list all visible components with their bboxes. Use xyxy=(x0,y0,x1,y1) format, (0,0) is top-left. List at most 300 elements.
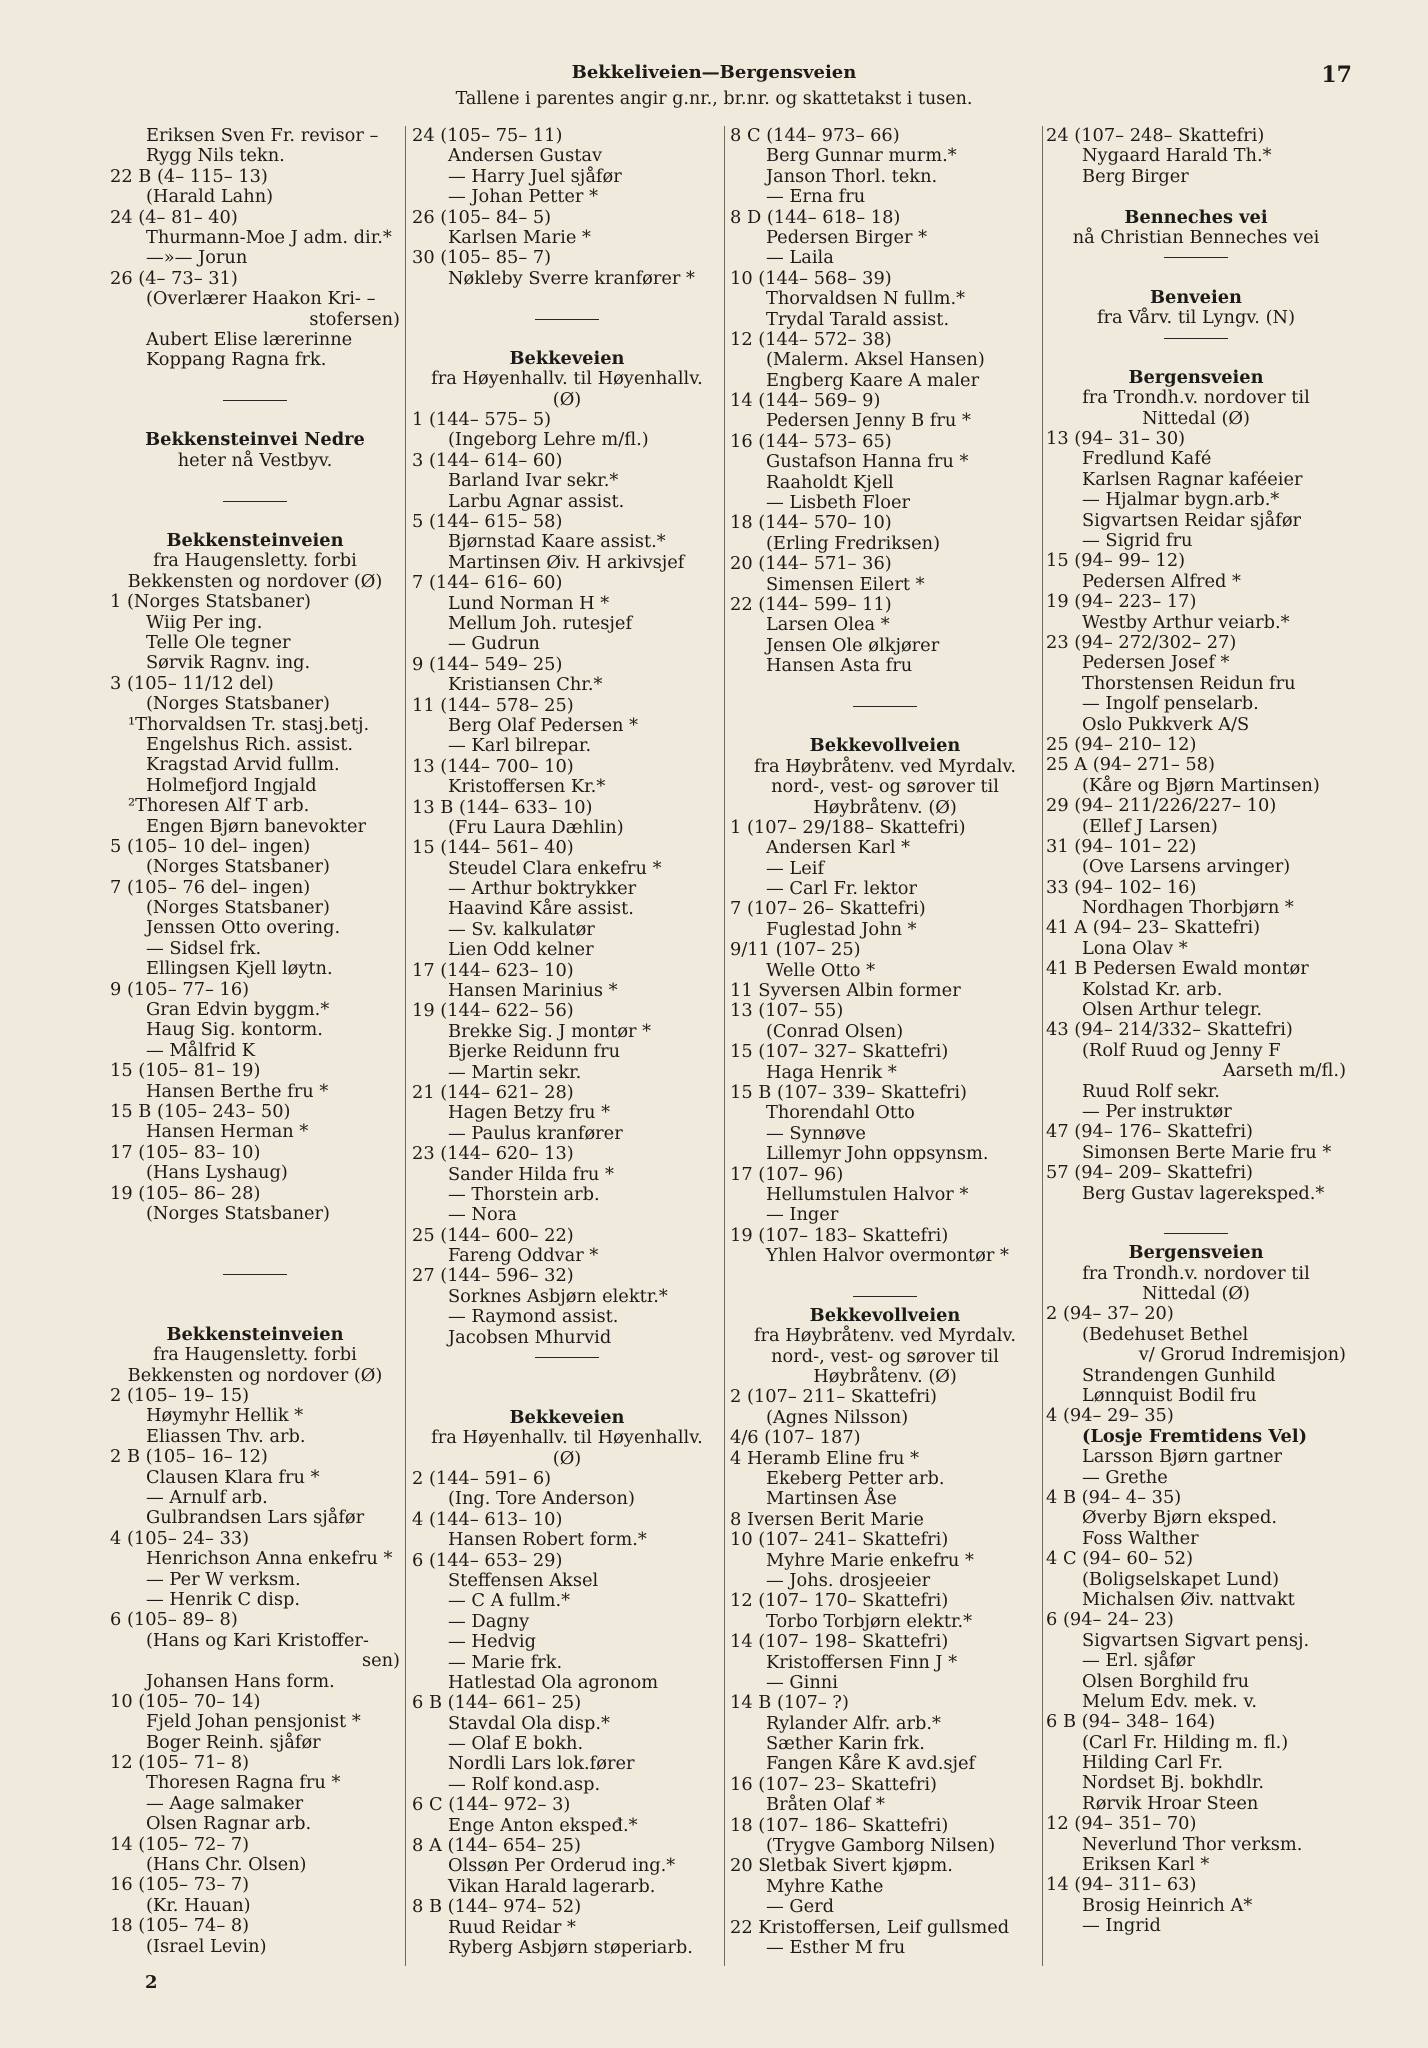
directory-line: (Agnes Nilsson) xyxy=(766,1406,909,1428)
directory-line: 19 (107– 183– Skattefri) xyxy=(730,1224,949,1246)
spacer xyxy=(1046,187,1346,207)
directory-line: Fuglestad John * xyxy=(766,918,917,940)
directory-line: 6 C (144– 972– 3) xyxy=(412,1794,571,1816)
directory-line: ²Thoresen Alf T arb. xyxy=(128,795,310,817)
directory-line: 8 Iversen Berit Marie xyxy=(730,1508,924,1530)
directory-line: Rygg Nils tekn. xyxy=(146,145,285,167)
directory-line: — Per instruktør xyxy=(1082,1100,1232,1122)
directory-line: Myhre Kathe xyxy=(766,1875,884,1897)
section-divider xyxy=(535,319,599,320)
directory-line: 22 (144– 599– 11) xyxy=(730,593,892,615)
directory-line: 18 (105– 74– 8) xyxy=(110,1915,250,1937)
directory-line: Koppang Ragna frk. xyxy=(146,349,327,371)
directory-line: 6 B (144– 661– 25) xyxy=(412,1692,582,1714)
directory-line: 15 (94– 99– 12) xyxy=(1046,550,1186,572)
directory-line: 24 (105– 75– 11) xyxy=(412,125,563,146)
directory-line: 2 (144– 591– 6) xyxy=(412,1468,552,1489)
directory-line: Lien Odd kelner xyxy=(448,939,594,961)
directory-line: (Rolf Ruud og Jenny F xyxy=(1082,1039,1281,1061)
directory-line: Welle Otto * xyxy=(766,959,876,981)
directory-line: Hansen Berthe fru * xyxy=(146,1080,329,1102)
directory-line: Olsen Borghild fru xyxy=(1082,1670,1250,1692)
directory-line: Neverlund Thor verksm. xyxy=(1082,1833,1303,1855)
directory-line: Nittedal (Ø) xyxy=(1142,1283,1250,1305)
directory-line: 19 (105– 86– 28) xyxy=(110,1182,261,1204)
directory-line: fra Høyenhallv. til Høyenhallv. xyxy=(431,1427,703,1449)
directory-line: 15 B (105– 243– 50) xyxy=(110,1100,291,1122)
directory-line: 5 (144– 615– 58) xyxy=(412,511,563,533)
directory-line: Hansen Herman * xyxy=(146,1121,309,1143)
directory-line: fra Haugensletty. forbi xyxy=(153,550,357,572)
directory-line: 23 (94– 272/302– 27) xyxy=(1046,631,1237,653)
directory-line: 57 (94– 209– Skattefri) xyxy=(1046,1162,1253,1184)
directory-line: Nordset Bj. bokhdlr. xyxy=(1082,1772,1265,1794)
directory-line: Høybråtenv. (Ø) xyxy=(813,1366,957,1388)
directory-line: Jenssen Otto overing. xyxy=(146,917,341,939)
directory-line: Hilding Carl Fr. xyxy=(1082,1752,1224,1774)
directory-line: 12 (107– 170– Skattefri) xyxy=(730,1590,949,1612)
directory-line: 23 (144– 620– 13) xyxy=(412,1143,574,1165)
folio-number: 2 xyxy=(145,1972,158,1993)
directory-line: 25 (144– 600– 22) xyxy=(412,1224,574,1246)
directory-line: Karlsen Marie * xyxy=(448,226,591,248)
directory-line: 11 Syversen Albin former xyxy=(730,980,961,1002)
directory-line: Jacobsen Mhurvid xyxy=(448,1326,612,1348)
directory-line: 8 C (144– 973– 66) xyxy=(730,125,900,146)
directory-line: Simensen Eilert * xyxy=(766,573,925,595)
directory-line: Johansen Hans form. xyxy=(146,1670,335,1692)
directory-line: 16 (144– 573– 65) xyxy=(730,430,892,452)
directory-line: Gustafson Hanna fru * xyxy=(766,451,969,473)
directory-line: Berg Gustav lagereksped.* xyxy=(1082,1182,1325,1204)
directory-line: — Ginni xyxy=(766,1671,838,1693)
directory-line: (Hans Lyshaug) xyxy=(146,1162,288,1184)
directory-line: 6 (94– 24– 23) xyxy=(1046,1609,1174,1631)
directory-line: Kristiansen Chr.* xyxy=(448,674,603,696)
directory-line: Barland Ivar sekr.* xyxy=(448,470,619,492)
directory-line: Olssøn Per Orderud ing.* xyxy=(448,1855,676,1877)
section-divider xyxy=(223,501,287,502)
directory-line: Lona Olav * xyxy=(1082,937,1188,959)
directory-line: Westby Arthur veiarb.* xyxy=(1082,611,1290,633)
directory-line: 27 (144– 596– 32) xyxy=(412,1265,574,1287)
directory-line: Clausen Klara fru * xyxy=(146,1466,320,1488)
page-number: 17 xyxy=(1321,62,1352,88)
directory-line: Aarseth m/fl.) xyxy=(1222,1060,1346,1082)
directory-line: Thurmann-Moe J adm. dir.* xyxy=(146,226,392,248)
directory-line: — Arnulf arb. xyxy=(146,1487,268,1508)
directory-line: Lillemyr John oppsynsm. xyxy=(766,1143,989,1165)
directory-line: 6 B (94– 348– 164) xyxy=(1046,1711,1216,1733)
directory-line: 14 (105– 72– 7) xyxy=(110,1833,250,1855)
directory-line: Pedersen Josef * xyxy=(1082,652,1230,674)
directory-line: Bekkensten og nordover (Ø) xyxy=(127,570,383,592)
directory-line: Kolstad Kr. arb. xyxy=(1082,978,1223,1000)
directory-line: 25 A (94– 271– 58) xyxy=(1046,754,1215,776)
directory-line: — Gerd xyxy=(766,1896,835,1918)
directory-line: 7 (107– 26– Skattefri) xyxy=(730,898,926,920)
spacer xyxy=(110,511,400,531)
directory-line: 4 (105– 24– 33) xyxy=(110,1527,250,1549)
directory-line: Lund Norman H * xyxy=(448,592,610,614)
spacer xyxy=(110,410,400,430)
directory-column-3 xyxy=(730,126,1040,1966)
directory-line: nord-, vest- og sørover til xyxy=(771,776,999,798)
directory-line: Hansen Marinius * xyxy=(448,980,618,1002)
directory-line: 14 (94– 311– 63) xyxy=(1046,1874,1197,1896)
directory-line: — Johan Petter * xyxy=(448,186,598,208)
directory-line: (Ing. Tore Anderson) xyxy=(448,1488,635,1510)
directory-line: Berg Gunnar murm.* xyxy=(766,145,957,167)
column-divider xyxy=(1042,126,1043,1966)
directory-line: (Kåre og Bjørn Martinsen) xyxy=(1082,774,1320,796)
directory-line: 9 (144– 549– 25) xyxy=(412,653,563,675)
directory-line: 10 (144– 568– 39) xyxy=(730,267,892,289)
directory-line: 4 B (94– 4– 35) xyxy=(1046,1487,1182,1508)
directory-line: Larsen Olea * xyxy=(766,614,890,636)
directory-line: 4 Heramb Eline fru * xyxy=(730,1447,920,1469)
directory-line: — Synnøve xyxy=(766,1122,866,1144)
directory-line: 2 B (105– 16– 12) xyxy=(110,1446,268,1468)
street-heading: Bekkeveien xyxy=(509,347,625,369)
directory-line: Haavind Kåre assist. xyxy=(448,898,634,920)
directory-line: Torbo Torbjørn elektr.* xyxy=(766,1610,973,1632)
directory-line: stofersen) xyxy=(309,308,400,330)
directory-line: Nordhagen Thorbjørn * xyxy=(1082,897,1294,919)
directory-line: 6 (144– 653– 29) xyxy=(412,1549,563,1571)
directory-line: 14 (144– 569– 9) xyxy=(730,390,881,412)
spacer xyxy=(110,471,400,491)
directory-line: — Sigrid fru xyxy=(1082,530,1193,552)
directory-line: Bjørnstad Kaare assist.* xyxy=(448,531,666,553)
directory-line: Fredlund Kafé xyxy=(1082,448,1212,470)
directory-line: fra Haugensletty. forbi xyxy=(153,1344,357,1366)
directory-line: (Kr. Hauan) xyxy=(146,1894,251,1916)
directory-line: — Per W verksm. xyxy=(146,1568,301,1590)
directory-line: Bjerke Reidunn fru xyxy=(448,1041,621,1063)
section-divider xyxy=(1164,257,1228,258)
directory-line: Kristoffersen Finn J * xyxy=(766,1651,958,1673)
directory-line: Nordli Lars lok.fører xyxy=(448,1753,635,1775)
directory-line: 1 (Norges Statsbaner) xyxy=(110,591,311,613)
directory-line: 2 (105– 19– 15) xyxy=(110,1385,250,1407)
directory-line: 26 (4– 73– 31) xyxy=(110,267,238,289)
directory-line: 41 B Pedersen Ewald montør xyxy=(1046,958,1309,980)
directory-line: (Overlærer Haakon Kri- – xyxy=(146,288,376,310)
directory-line: — Sidsel frk. xyxy=(146,937,262,959)
directory-line: 4 (144– 613– 10) xyxy=(412,1508,563,1530)
directory-line: (Fru Laura Dæhlin) xyxy=(448,816,624,838)
directory-line: Holmefjord Ingjald xyxy=(146,774,317,796)
directory-line: (Norges Statsbaner) xyxy=(146,856,330,878)
spacer xyxy=(110,1304,400,1324)
directory-line: Henrichson Anna enkefru * xyxy=(146,1548,393,1570)
directory-line: Øverby Bjørn eksped. xyxy=(1082,1507,1277,1529)
directory-line: Thorstensen Reidun fru xyxy=(1082,672,1296,694)
directory-line: — Johs. drosjeeier xyxy=(766,1569,931,1591)
directory-line: (Hans og Kari Kristoffer- xyxy=(146,1629,369,1651)
directory-line: 13 (94– 31– 30) xyxy=(1046,428,1186,450)
directory-line: (Norges Statsbaner) xyxy=(146,1202,330,1224)
directory-line: Bekkensten og nordover (Ø) xyxy=(127,1364,383,1386)
directory-line: fra Trondh.v. nordover til xyxy=(1082,387,1310,409)
directory-line: 3 (105– 11/12 del) xyxy=(110,672,274,694)
directory-line: (Ø) xyxy=(552,388,582,410)
directory-line: Gulbrandsen Lars sjåfør xyxy=(146,1507,365,1529)
directory-line: — Martin sekr. xyxy=(448,1061,582,1083)
spacer xyxy=(730,677,1040,697)
directory-line: 15 (144– 561– 40) xyxy=(412,837,574,859)
directory-line: 13 B (144– 633– 10) xyxy=(412,796,593,818)
directory-line: Hellumstulen Halvor * xyxy=(766,1183,969,1205)
directory-line: 20 Sletbak Sivert kjøpm. xyxy=(730,1855,953,1877)
directory-line: 25 (94– 210– 12) xyxy=(1046,733,1197,755)
directory-line: Sørvik Ragnv. ing. xyxy=(146,652,311,674)
street-heading: Bekkensteinvei Nedre xyxy=(145,429,365,451)
section-divider xyxy=(223,400,287,401)
street-heading: Bekkeveien xyxy=(509,1406,625,1428)
directory-line: 5 (105– 10 del– ingen) xyxy=(110,835,311,857)
street-heading: Bergensveien xyxy=(1128,1242,1264,1264)
street-heading: Bekkevollveien xyxy=(809,735,961,757)
directory-line: Ellingsen Kjell løytn. xyxy=(146,958,333,980)
directory-line: (Bedehuset Bethel xyxy=(1082,1323,1249,1345)
directory-column-4 xyxy=(1046,126,1346,1966)
directory-line: (Losje Fremtidens Vel) xyxy=(1082,1425,1308,1447)
running-title: Bekkeliveien—Bergensveien xyxy=(571,62,857,83)
directory-line: — Olaf E bokh. xyxy=(448,1733,584,1755)
directory-line: Andersen Karl * xyxy=(766,837,911,859)
directory-line: — Carl Fr. lektor xyxy=(766,878,918,900)
directory-line: Stavdal Ola disp.* xyxy=(448,1712,610,1734)
directory-line: (Erling Fredriksen) xyxy=(766,532,941,554)
directory-line: fra Høybråtenv. ved Myrdalv. xyxy=(753,755,1017,777)
directory-line: Berg Birger xyxy=(1082,165,1189,187)
directory-line: — Ingolf penselarb. xyxy=(1082,693,1259,715)
directory-line: — Esther M fru xyxy=(766,1936,906,1958)
directory-line: 11 (144– 578– 25) xyxy=(412,694,574,716)
directory-line: (Norges Statsbaner) xyxy=(146,693,330,715)
directory-line: 17 (144– 623– 10) xyxy=(412,959,574,981)
directory-line: — Aage salmaker xyxy=(146,1792,304,1814)
directory-line: 6 (105– 89– 8) xyxy=(110,1609,238,1631)
directory-line: (Hans Chr. Olsen) xyxy=(146,1854,307,1876)
directory-line: Ekeberg Petter arb. xyxy=(766,1468,945,1489)
street-heading: Bekkevollveien xyxy=(809,1304,961,1326)
directory-line: v/ Grorud Indremisjon) xyxy=(1138,1344,1346,1366)
directory-line: Larsson Bjørn gartner xyxy=(1082,1446,1282,1468)
directory-line: 29 (94– 211/226/227– 10) xyxy=(1046,795,1277,817)
directory-line: Sorknes Asbjørn elektr.* xyxy=(448,1285,668,1307)
section-divider xyxy=(1164,1233,1228,1234)
directory-line: — Ingrid xyxy=(1082,1915,1161,1937)
directory-line: Nygaard Harald Th.* xyxy=(1082,145,1272,167)
directory-line: (Boligselskapet Lund) xyxy=(1082,1568,1280,1590)
directory-line: — Erna fru xyxy=(766,186,866,208)
directory-line: — Erl. sjåfør xyxy=(1082,1650,1195,1672)
directory-line: — Leif xyxy=(766,857,825,879)
directory-line: Oslo Pukkverk A/S xyxy=(1082,713,1250,735)
directory-line: Berg Olaf Pedersen * xyxy=(448,714,638,736)
directory-line: 18 (107– 186– Skattefri) xyxy=(730,1814,949,1836)
directory-line: Eriksen Karl * xyxy=(1082,1854,1210,1876)
directory-line: Telle Ole tegner xyxy=(146,631,291,653)
column-divider xyxy=(724,126,725,1966)
directory-column-2 xyxy=(412,126,722,1966)
directory-line: Engen Bjørn banevokter xyxy=(146,815,366,837)
directory-line: 13 (144– 700– 10) xyxy=(412,755,574,777)
directory-line: 3 (144– 614– 60) xyxy=(412,449,563,471)
directory-line: Sæther Karin frk. xyxy=(766,1733,925,1755)
directory-line: nord-, vest- og sørover til xyxy=(771,1345,999,1367)
directory-line: — C A fullm.* xyxy=(448,1590,570,1612)
directory-line: 15 (105– 81– 19) xyxy=(110,1060,261,1082)
spacer xyxy=(1046,348,1346,368)
directory-line: 9/11 (107– 25) xyxy=(730,939,861,961)
directory-line: Larbu Agnar assist. xyxy=(448,490,625,512)
directory-line: (Ove Larsens arvinger) xyxy=(1082,856,1291,878)
directory-line: fra Trondh.v. nordover til xyxy=(1082,1262,1310,1284)
directory-line: (Ingeborg Lehre m/fl.) xyxy=(448,429,649,451)
directory-line: (Ø) xyxy=(552,1447,582,1469)
directory-line: 4/6 (107– 187) xyxy=(730,1427,861,1449)
directory-line: sen) xyxy=(361,1650,400,1672)
section-divider xyxy=(1164,338,1228,339)
directory-line: 31 (94– 101– 22) xyxy=(1046,835,1197,857)
directory-line: Enge Anton ekspeđ.* xyxy=(448,1814,638,1836)
directory-line: fra Vårv. til Lyngv. (N) xyxy=(1096,307,1296,329)
spacer xyxy=(412,1367,722,1387)
directory-line: 24 (4– 81– 40) xyxy=(110,206,238,228)
directory-line: Ryberg Asbjørn støperiarb. xyxy=(448,1936,693,1958)
directory-line: 17 (105– 83– 10) xyxy=(110,1141,261,1163)
directory-line: 22 Kristoffersen, Leif gullsmed xyxy=(730,1916,1010,1938)
directory-line: 10 (105– 70– 14) xyxy=(110,1690,261,1712)
spacer xyxy=(412,289,722,309)
directory-line: Gran Edvin byggm.* xyxy=(146,999,330,1021)
directory-line: Strandengen Gunhild xyxy=(1082,1364,1276,1386)
directory-line: Martinsen Åse xyxy=(766,1488,897,1510)
directory-line: Simonsen Berte Marie fru * xyxy=(1082,1141,1332,1163)
directory-line: Melum Edv. mek. v. xyxy=(1082,1690,1258,1712)
directory-line: 12 (94– 351– 70) xyxy=(1046,1813,1197,1835)
directory-line: 2 (107– 211– Skattefri) xyxy=(730,1386,937,1408)
directory-line: Aubert Elise lærerinne xyxy=(146,328,353,350)
directory-line: Foss Walther xyxy=(1082,1527,1199,1549)
directory-line: — Dagny xyxy=(448,1610,530,1632)
directory-line: Thoresen Ragna fru * xyxy=(146,1772,341,1794)
directory-line: Eliassen Thv. arb. xyxy=(146,1425,306,1447)
directory-line: Vikan Harald lagerarb. xyxy=(448,1875,656,1897)
directory-line: (Carl Fr. Hilding m. fl.) xyxy=(1082,1731,1289,1753)
directory-line: 8 A (144– 654– 25) xyxy=(412,1835,581,1857)
directory-line: 30 (105– 85– 7) xyxy=(412,247,552,269)
directory-line: — Raymond assist. xyxy=(448,1306,619,1328)
directory-line: Høymyhr Hellik * xyxy=(146,1405,304,1427)
directory-line: 24 (107– 248– Skattefri) xyxy=(1046,125,1265,146)
directory-line: Haga Henrik * xyxy=(766,1061,897,1083)
directory-column-1 xyxy=(110,126,400,1966)
directory-line: — Sv. kalkulatør xyxy=(448,918,595,940)
directory-line: Høybråtenv. (Ø) xyxy=(813,796,957,818)
directory-line: (Harald Lahn) xyxy=(146,186,274,208)
directory-line: Karlsen Ragnar kaféeier xyxy=(1082,468,1303,490)
directory-line: (Malerm. Aksel Hansen) xyxy=(766,349,985,371)
directory-line: Hagen Betzy fru * xyxy=(448,1102,610,1124)
directory-line: 12 (144– 572– 38) xyxy=(730,328,892,350)
directory-line: (Trygve Gamborg Nilsen) xyxy=(766,1835,996,1857)
street-heading: Benneches vei xyxy=(1124,206,1268,228)
directory-line: — Inger xyxy=(766,1204,839,1226)
directory-line: Ruud Rolf sekr. xyxy=(1082,1080,1220,1102)
directory-line: (Ellef J Larsen) xyxy=(1082,815,1218,837)
street-heading: Bekkensteinveien xyxy=(166,530,344,552)
directory-line: Pedersen Birger * xyxy=(766,226,928,248)
directory-line: Steudel Clara enkefru * xyxy=(448,857,662,879)
section-divider xyxy=(223,1274,287,1275)
directory-line: 12 (105– 71– 8) xyxy=(110,1752,250,1774)
spacer xyxy=(1046,267,1346,287)
directory-line: Yhlen Halvor overmontør * xyxy=(766,1245,1009,1267)
directory-line: Pedersen Alfred * xyxy=(1082,570,1241,592)
directory-line: — Nora xyxy=(448,1204,517,1226)
directory-line: Olsen Arthur telegr. xyxy=(1082,999,1263,1021)
directory-line: heter nå Vestbyv. xyxy=(177,449,333,471)
directory-line: — Hedvig xyxy=(448,1631,536,1653)
directory-line: Myhre Marie enkefru * xyxy=(766,1549,974,1571)
section-divider xyxy=(853,706,917,707)
directory-line: fra Høybråtenv. ved Myrdalv. xyxy=(753,1325,1017,1347)
directory-line: 4 C (94– 60– 52) xyxy=(1046,1548,1194,1570)
directory-line: Kragstad Arvid fullm. xyxy=(146,754,340,776)
directory-line: Engelshus Rich. assist. xyxy=(146,733,354,755)
directory-line: 26 (105– 84– 5) xyxy=(412,206,552,228)
directory-line: Martinsen Øiv. H arkivsjef xyxy=(448,551,685,573)
street-heading: Bekkensteinveien xyxy=(166,1323,344,1345)
directory-line: — Lisbeth Floer xyxy=(766,492,910,514)
directory-line: 9 (105– 77– 16) xyxy=(110,978,250,1000)
spacer xyxy=(1046,1204,1346,1224)
directory-line: Nittedal (Ø) xyxy=(1142,407,1250,429)
directory-line: Sander Hilda fru * xyxy=(448,1163,614,1185)
directory-line: 17 (107– 96) xyxy=(730,1163,844,1185)
directory-line: 16 (107– 23– Skattefri) xyxy=(730,1773,937,1795)
directory-line: 13 (107– 55) xyxy=(730,1000,844,1022)
directory-line: 1 (144– 575– 5) xyxy=(412,409,552,431)
directory-line: Haug Sig. kontorm. xyxy=(146,1019,323,1041)
directory-line: 1 (107– 29/188– Skattefri) xyxy=(730,816,966,838)
directory-line: Hansen Robert form.* xyxy=(448,1529,647,1551)
directory-line: 43 (94– 214/332– Skattefri) xyxy=(1046,1019,1293,1041)
directory-line: 18 (144– 570– 10) xyxy=(730,512,892,534)
directory-line: 8 B (144– 974– 52) xyxy=(412,1896,582,1918)
directory-line: — Marie frk. xyxy=(448,1651,563,1673)
directory-line: Raaholdt Kjell xyxy=(766,471,894,493)
directory-line: Steffensen Aksel xyxy=(448,1569,599,1591)
directory-line: Olsen Ragnar arb. xyxy=(146,1813,312,1835)
directory-line: Hatlestad Ola agronom xyxy=(448,1671,659,1693)
directory-line: (Norges Statsbaner) xyxy=(146,897,330,919)
spacer xyxy=(412,329,722,349)
directory-line: Pedersen Jenny B fru * xyxy=(766,410,971,432)
directory-line: 21 (144– 621– 28) xyxy=(412,1081,574,1103)
directory-line: Bråten Olaf * xyxy=(766,1794,885,1816)
directory-line: Brekke Sig. J montør * xyxy=(448,1020,652,1042)
directory-line: — Målfrid K xyxy=(146,1039,256,1061)
directory-line: 47 (94– 176– Skattefri) xyxy=(1046,1121,1253,1143)
directory-line: 41 A (94– 23– Skattefri) xyxy=(1046,917,1261,939)
directory-line: Rørvik Hroar Steen xyxy=(1082,1792,1259,1814)
